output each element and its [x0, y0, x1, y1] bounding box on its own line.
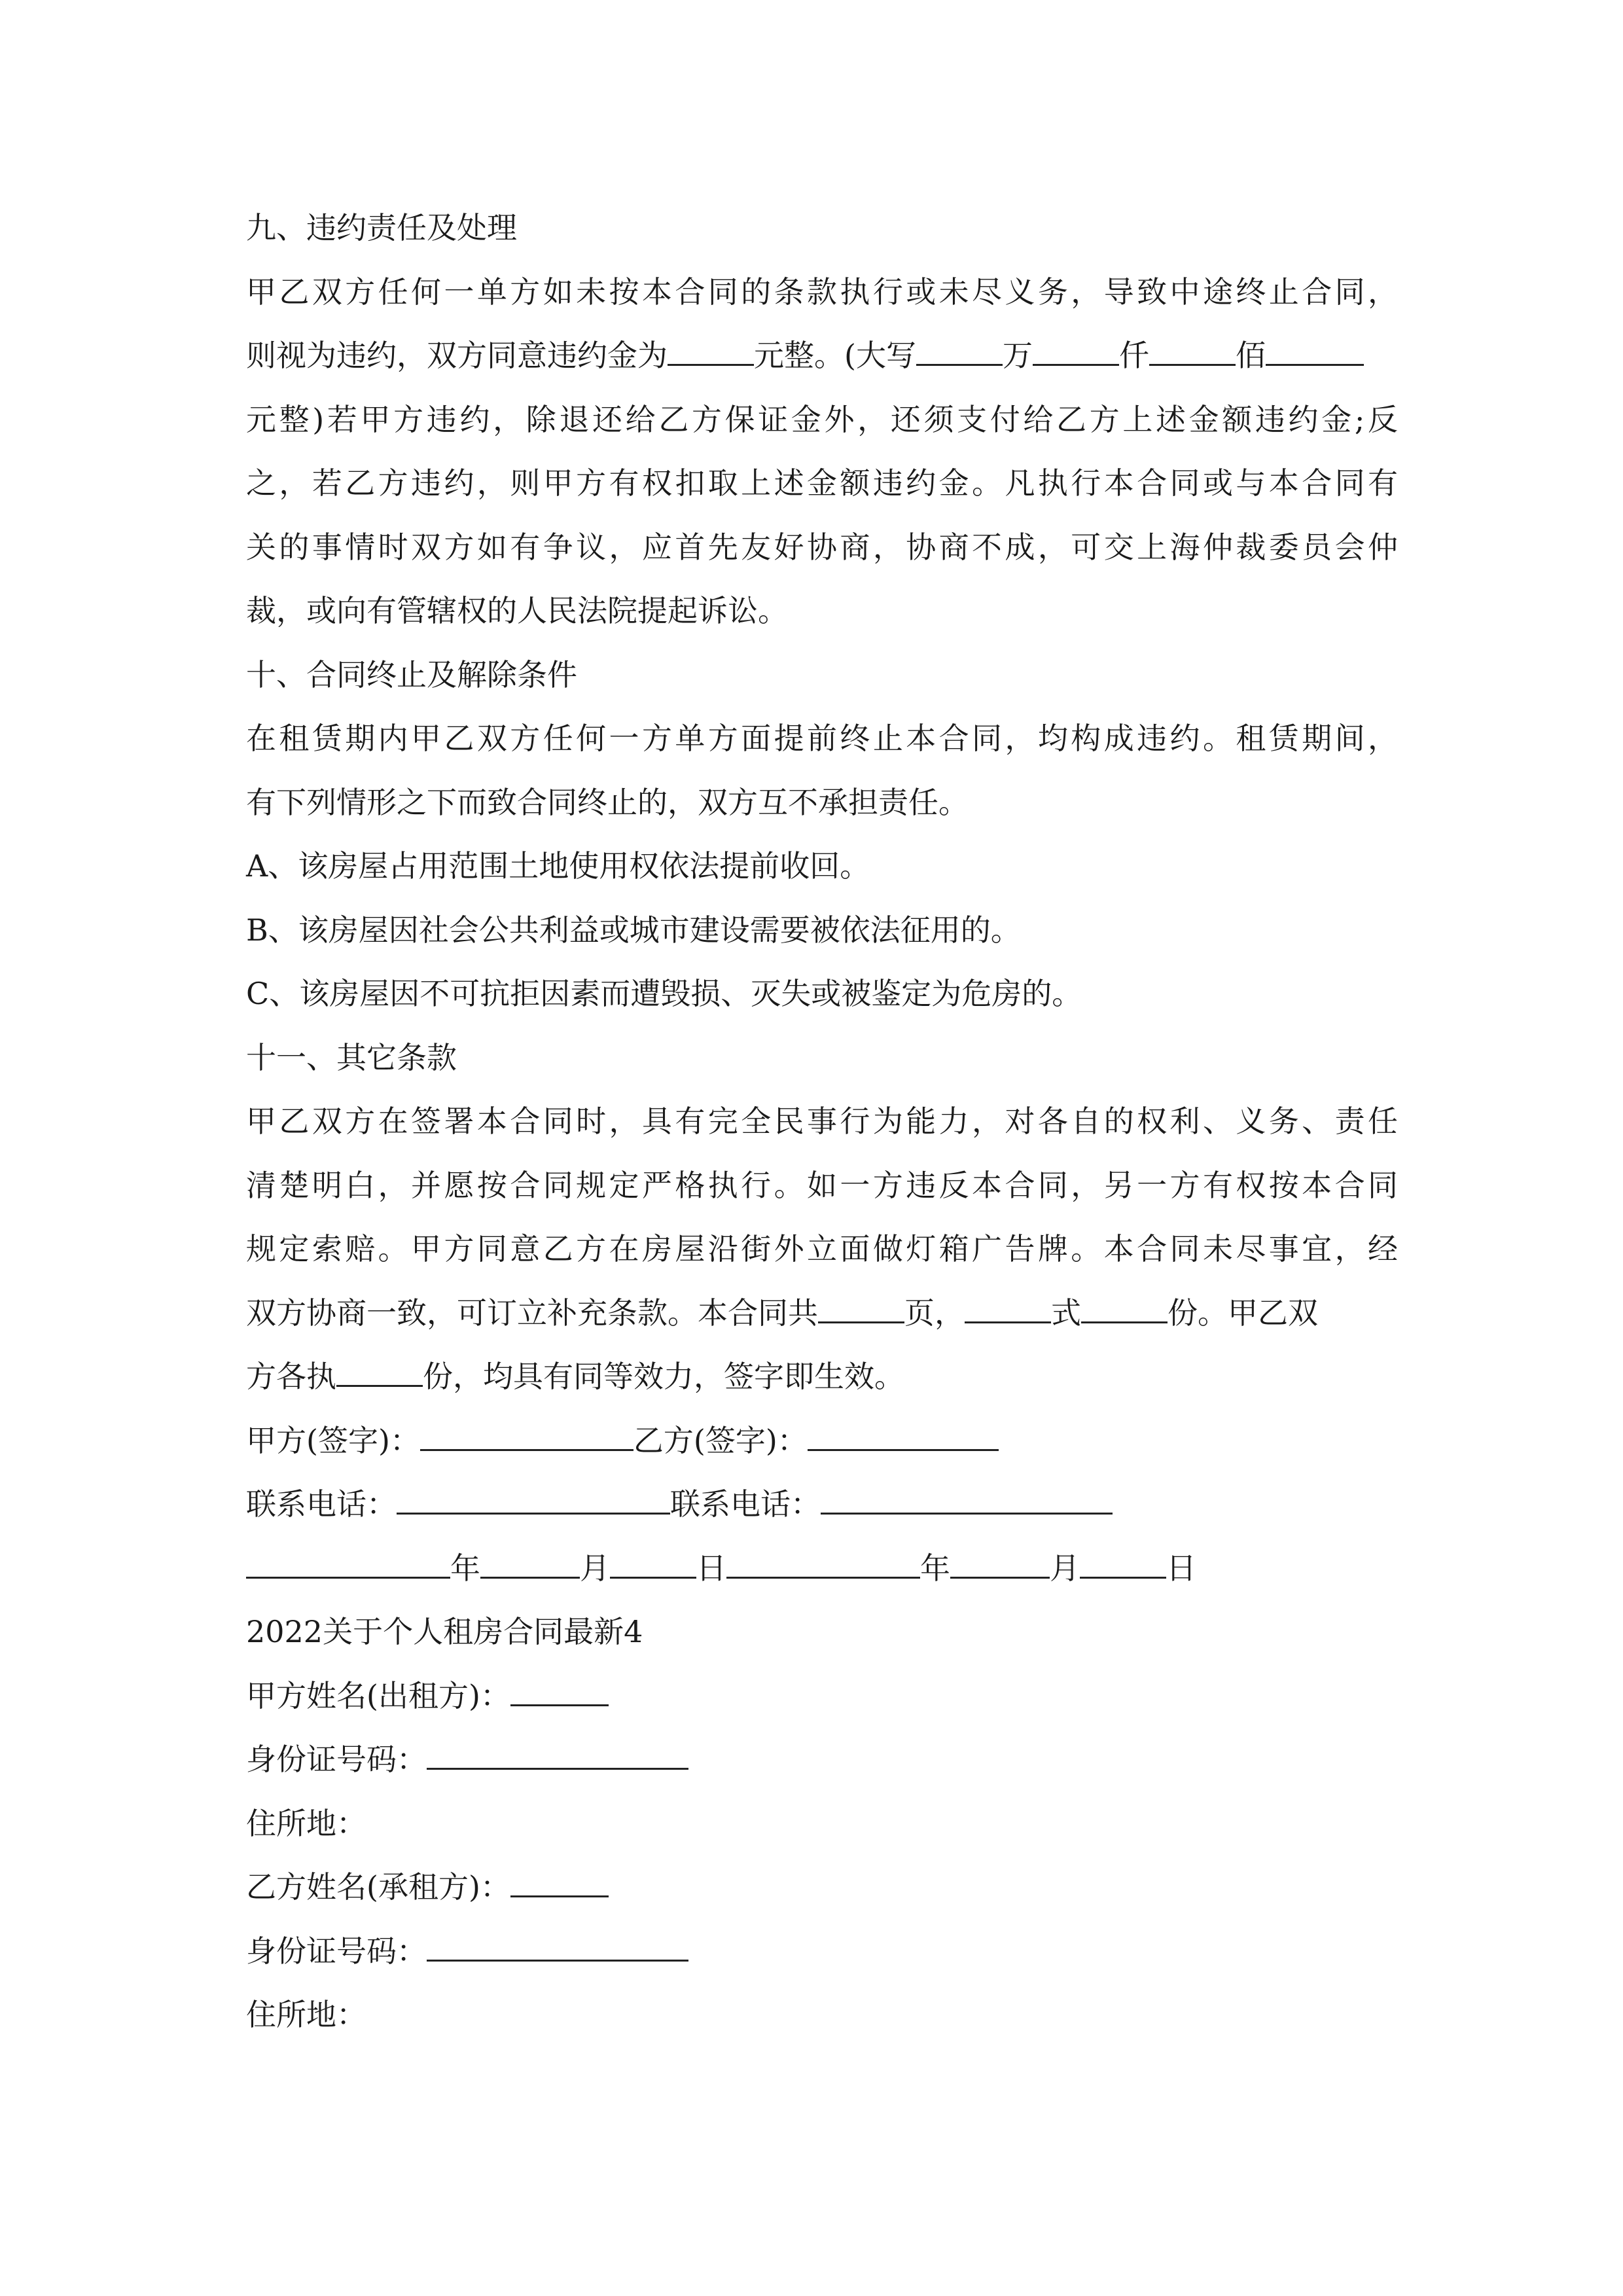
section-heading-termination: 十、合同终止及解除条件 [246, 656, 577, 692]
party-a-sign-label: 甲方(签字)： [246, 1422, 420, 1458]
party-a-sign-blank [420, 1423, 633, 1451]
paragraph-line-copies: 双方协商一致，可订立补充条款。本合同共 页， 式 份。甲乙双 [246, 1295, 1318, 1331]
blank [965, 1295, 1051, 1323]
lessor-name-blank [510, 1678, 609, 1706]
year-blank [246, 1551, 450, 1579]
blank [1081, 1295, 1168, 1323]
day-blank [1080, 1551, 1166, 1579]
lessee-name-row: 乙方姓名(承租方)： [246, 1856, 1398, 1920]
list-item-b: B、该房屋因社会公共利益或城市建设需要被依法征用的。 [246, 912, 1021, 948]
month-blank [480, 1551, 580, 1579]
phone-b-blank [821, 1486, 1113, 1515]
lessor-id-blank [427, 1742, 688, 1770]
paragraph-line: 规定索赔。甲方同意乙方在房屋沿街外立面做灯箱广告牌。本合同未尽事宜，经 [246, 1231, 1398, 1266]
lessee-id-blank [427, 1933, 688, 1962]
blank [916, 338, 1003, 366]
day-blank [610, 1551, 696, 1579]
paragraph-line: 甲乙双方在签署本合同时，具有完全民事行为能力，对各自的权利、义务、责任 [246, 1103, 1398, 1139]
paragraph-line: 在租赁期内甲乙双方任何一方单方面提前终止本合同，均构成违约。租赁期间， [246, 721, 1398, 756]
phone-a-blank [397, 1486, 670, 1515]
lessor-address-row: 住所地： [246, 1805, 366, 1841]
lessor-name-row: 甲方姓名(出租方)： [246, 1664, 1398, 1729]
paragraph-line: 有下列情形之下而致合同终止的，双方互不承担责任。 [246, 784, 969, 820]
paragraph-line-copies-each: 方各执 份，均具有同等效力，签字即生效。 [246, 1359, 904, 1394]
paragraph-line: 清楚明白，并愿按合同规定严格执行。如一方违反本合同，另一方有权按本合同 [246, 1167, 1398, 1203]
blank [336, 1359, 423, 1387]
year-blank [726, 1551, 920, 1579]
paragraph-line: 裁，或向有管辖权的人民法院提起诉讼。 [246, 593, 788, 628]
penalty-amount-blank [668, 338, 754, 366]
page-count-blank [818, 1295, 904, 1323]
blank [1149, 338, 1236, 366]
date-row: 年 月 日 年 月 日 [246, 1537, 1398, 1601]
month-blank [950, 1551, 1050, 1579]
party-b-sign-blank [808, 1423, 999, 1451]
paragraph-line-penalty: 则视为违约，双方同意违约金为 元整。(大写 万 仟 佰 [246, 324, 1398, 388]
party-b-sign-label: 乙方(签字)： [633, 1422, 808, 1458]
list-item-c: C、该房屋因不可抗拒因素而遭毁损、灭失或被鉴定为危房的。 [246, 976, 1082, 1011]
paragraph-line: 甲乙双方任何一单方如未按本合同的条款执行或未尽义务，导致中途终止合同， [246, 274, 1398, 310]
contract-title: 2022关于个人租房合同最新4 [246, 1614, 643, 1649]
phone-a-label: 联系电话： [246, 1486, 397, 1522]
blank [1266, 338, 1364, 366]
phone-row [246, 1473, 1398, 1537]
section-heading-other-terms: 十一、其它条款 [246, 1039, 457, 1075]
lessee-name-blank [510, 1869, 609, 1897]
lessee-address-row: 住所地： [246, 1997, 366, 2032]
paragraph-line: 元整)若甲方违约，除退还给乙方保证金外，还须支付给乙方上述金额违约金;反 [246, 401, 1398, 437]
lessee-id-row: 身份证号码： [246, 1920, 1398, 1984]
signature-row [246, 1409, 1398, 1473]
blank [1033, 338, 1119, 366]
paragraph-line: 之，若乙方违约，则甲方有权扣取上述金额违约金。凡执行本合同或与本合同有 [246, 465, 1398, 501]
phone-b-label: 联系电话： [670, 1486, 821, 1522]
list-item-a: A、该房屋占用范围土地使用权依法提前收回。 [246, 848, 870, 884]
document-body [246, 196, 1398, 2047]
paragraph-line: 关的事情时双方如有争议，应首先友好协商，协商不成，可交上海仲裁委员会仲 [246, 529, 1398, 565]
lessor-id-row: 身份证号码： [246, 1728, 1398, 1792]
section-heading-breach: 九、违约责任及处理 [246, 210, 517, 245]
